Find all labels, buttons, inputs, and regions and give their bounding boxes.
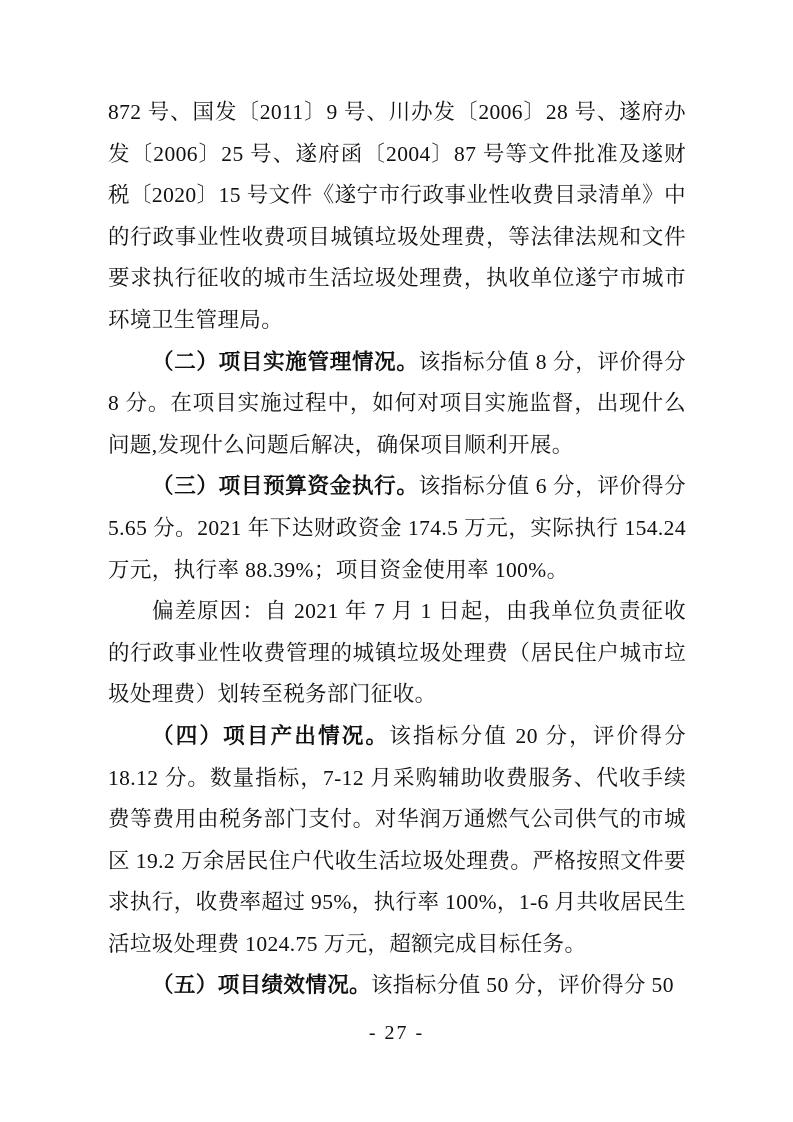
page-number: - 27 - <box>368 1022 425 1044</box>
paragraph-4-text: 偏差原因：自 2021 年 7 月 1 日起，由我单位负责征收的行政事业性收费管理的城镇垃圾处理费（居民住户城市垃圾处理费）划转至税务部门征收。 <box>108 599 686 707</box>
paragraph-1 <box>108 92 686 342</box>
paragraph-2-text: 该指标分值 8 分，评价得分 8 分。在项目实施过程中，如何对项目实施监督，出现什么问题,发现什么问题后解决，确保项目顺利开展。 <box>108 349 686 457</box>
paragraph-6 <box>108 965 686 1007</box>
paragraph-3 <box>108 466 686 591</box>
paragraph-5 <box>108 716 686 966</box>
paragraph-4 <box>108 591 686 716</box>
paragraph-1-text: 872 号、国发〔2011〕9 号、川办发〔2006〕28 号、遂府办发〔2006〕25 号、遂府函〔2004〕87 号等文件批准及遂财税〔2020〕15 号文件《遂宁市行政事业性收费目录清单》中的行政事业性收费项目城镇垃圾处理费，等法律法规和文件要求执行征收的城市生活垃圾处理费，执收单位遂宁市城市环境卫生管理局。 <box>108 100 686 332</box>
paragraph-6-text: 该指标分值 50 分，评价得分 50 <box>371 973 674 998</box>
paragraph-2 <box>108 342 686 467</box>
paragraph-5-heading: （四）项目产出情况。 <box>152 723 390 748</box>
paragraph-2-heading: （二）项目实施管理情况。 <box>152 349 419 374</box>
paragraph-5-text: 该指标分值 20 分，评价得分 18.12 分。数量指标，7-12 月采购辅助收费服务、代收手续费等费用由税务部门支付。对华润万通燃气公司供气的市城区 19.2 万余居民住户代收生活垃圾处理费。严格按照文件要求执行，收费率超过 95%，执行率 100%，1-6 月共收居民生活垃圾处理费 1024.75 万元，超额完成目标任务。 <box>108 723 686 956</box>
paragraph-6-heading: （五）项目绩效情况。 <box>152 973 372 998</box>
paragraph-3-text: 该指标分值 6 分，评价得分 5.65 分。2021 年下达财政资金 174.5 万元，实际执行 154.24 万元，执行率 88.39%；项目资金使用率 100%。 <box>108 474 686 582</box>
page-body <box>108 92 686 1007</box>
paragraph-3-heading: （三）项目预算资金执行。 <box>152 474 419 499</box>
